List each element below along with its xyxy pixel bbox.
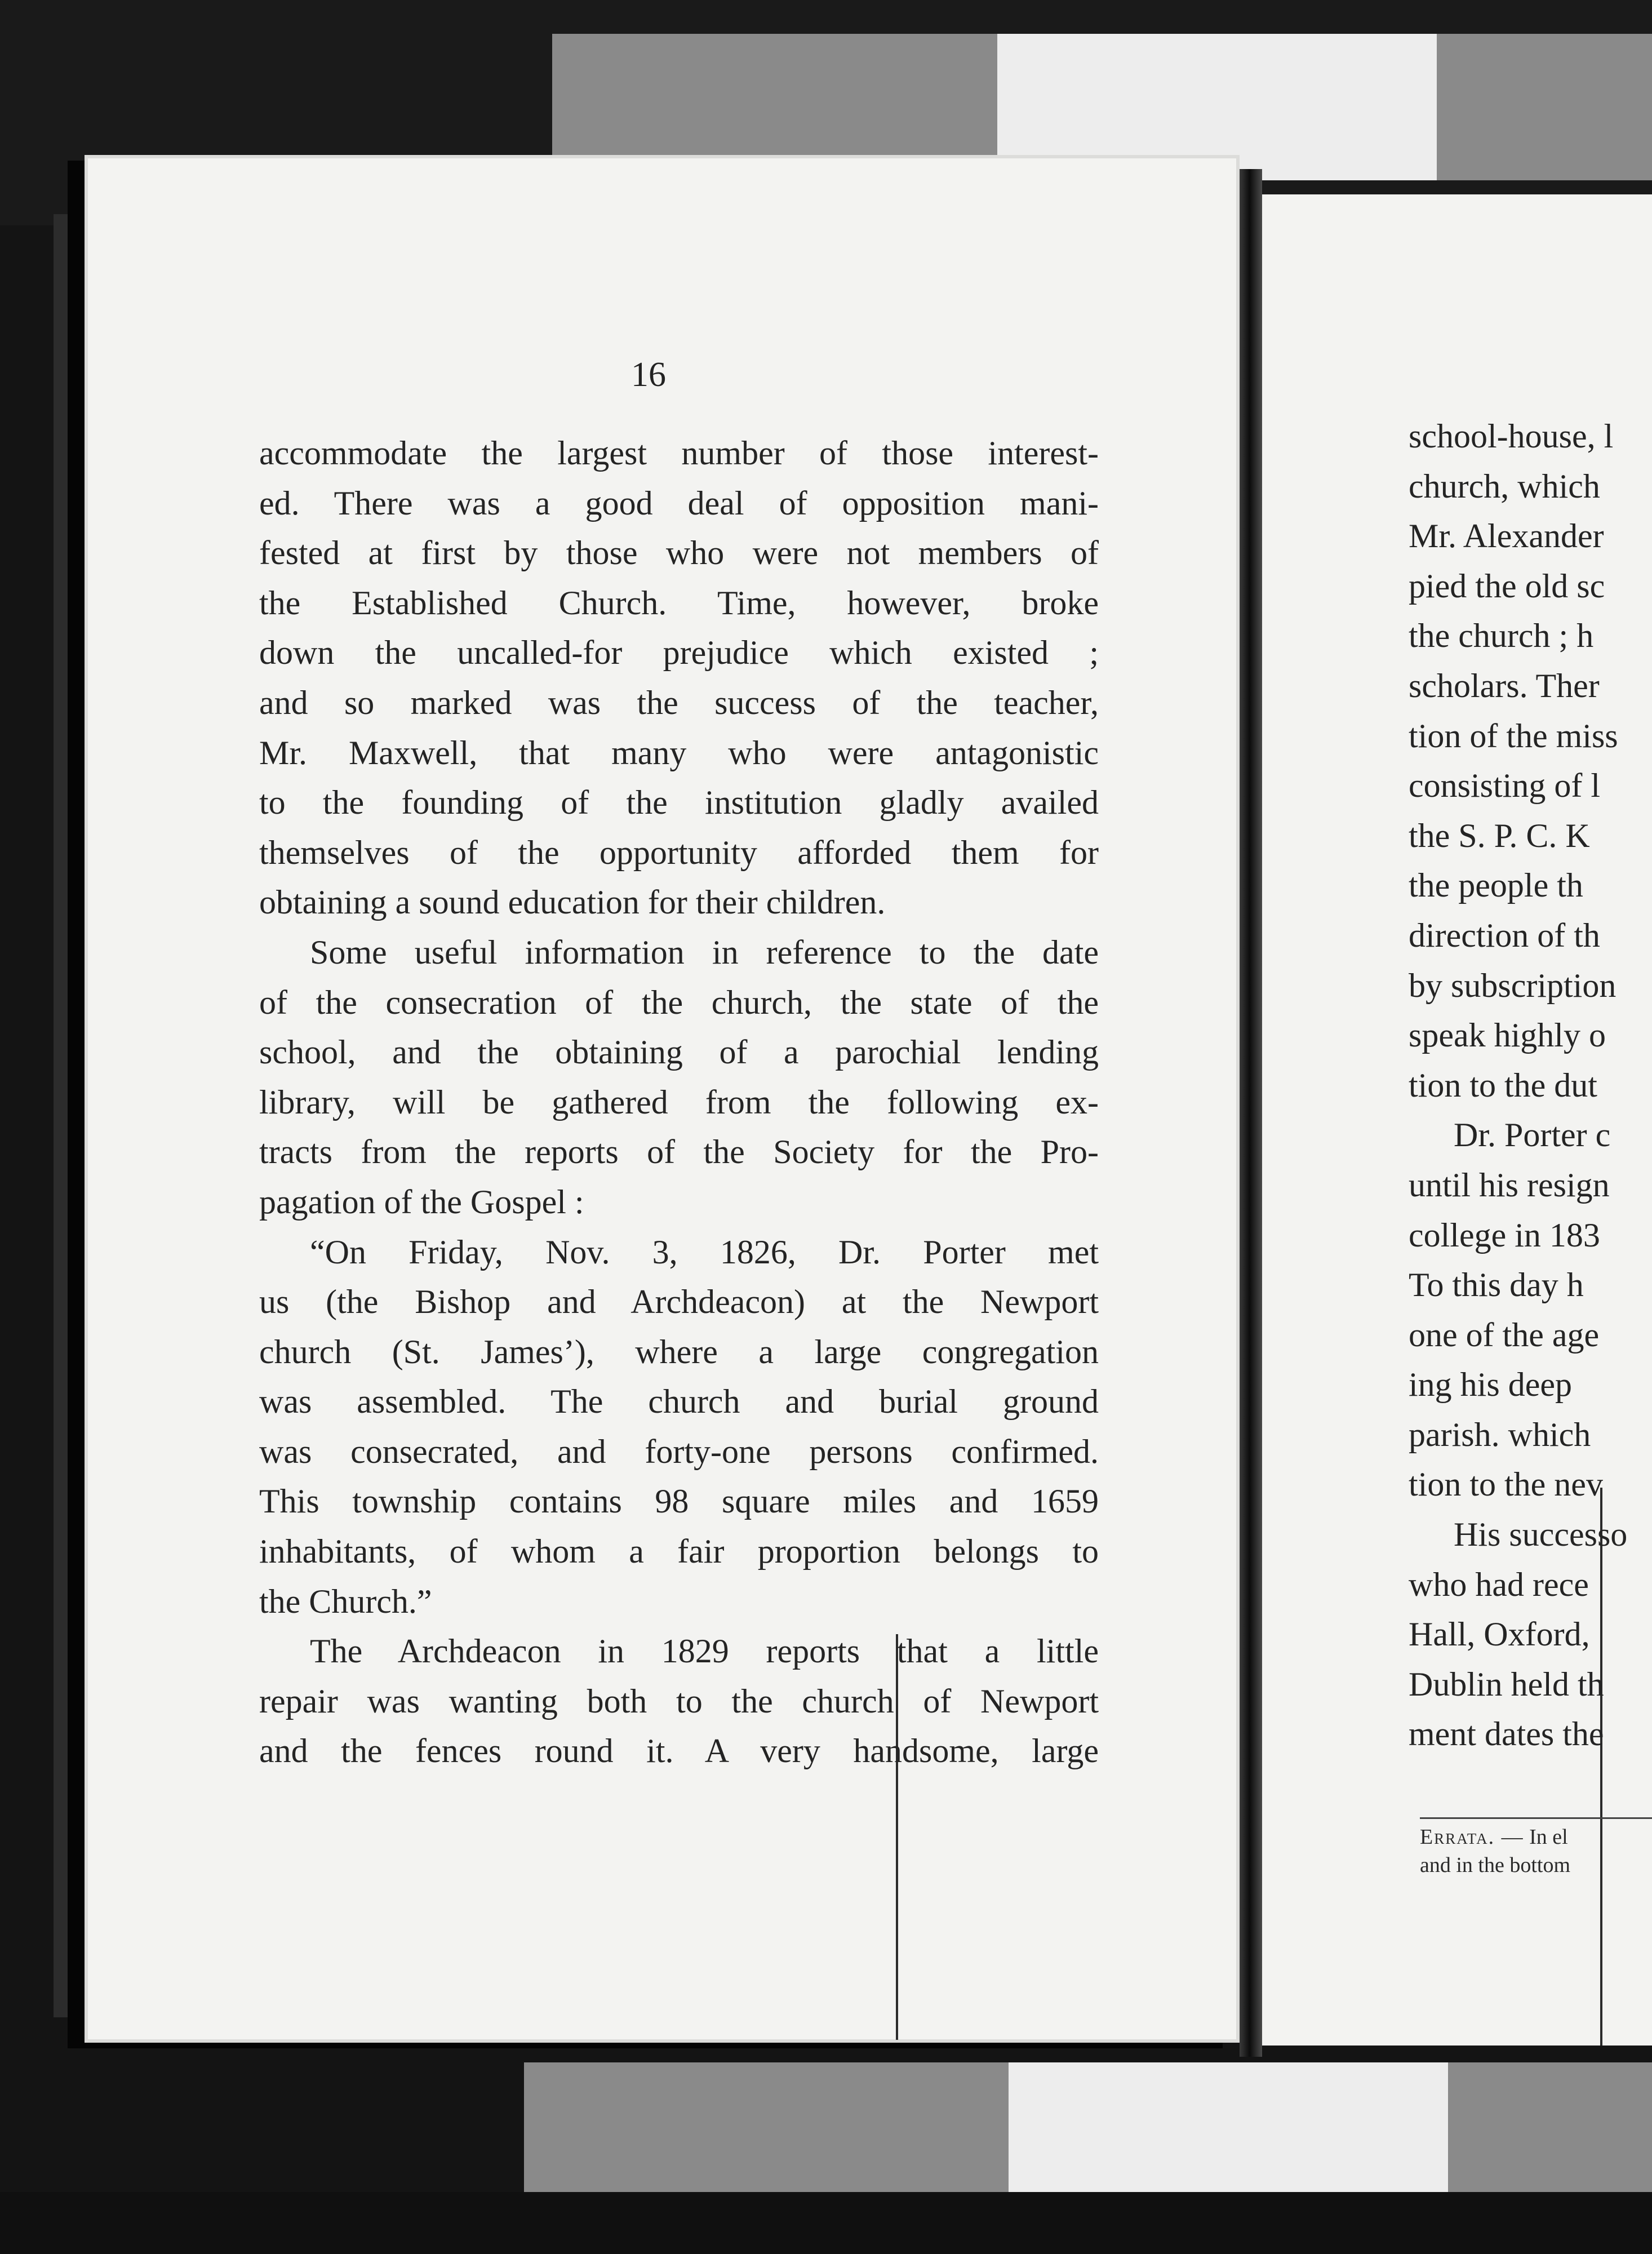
text-line: Mr. Maxwell, that many who were antagonistic <box>259 734 1099 771</box>
text-line: one of the age <box>1409 1316 1600 1354</box>
text-line: the Church.” <box>259 1582 432 1620</box>
text-line: obtaining a sound education for their children. <box>259 884 886 921</box>
errata-footnote <box>1420 1823 1652 1879</box>
text-line: themselves of the opportunity afforded them for <box>259 833 1099 871</box>
background-white-panel <box>1009 2062 1448 2192</box>
background-gray-panel <box>1448 2062 1652 2192</box>
book-gutter <box>1240 169 1262 2057</box>
text-line: inhabitants, of whom a fair proportion belongs to <box>259 1533 1099 1570</box>
footnote-rule <box>1420 1817 1652 1819</box>
text-line: and the fences round it. A very handsome, large <box>259 1732 1099 1770</box>
text-line: to the founding of the institution gladly availed <box>259 784 1099 822</box>
text-line: of the consecration of the church, the state of the <box>259 983 1099 1021</box>
text-line: church (St. James’), where a large congregation <box>259 1333 1099 1370</box>
text-line: Dr. Porter c <box>1454 1116 1611 1154</box>
text-line: direction of th <box>1409 916 1600 954</box>
text-line: speak highly o <box>1409 1017 1606 1054</box>
text-line: scholars. Ther <box>1409 667 1600 704</box>
text-line: pied the old sc <box>1409 567 1605 605</box>
background-gray-panel <box>1437 34 1652 180</box>
text-line: the Established Church. Time, however, broke <box>259 584 1099 622</box>
text-line: tracts from the reports of the Society for the Pro- <box>259 1133 1099 1171</box>
text-line: by subscription <box>1409 966 1617 1004</box>
right-page-text <box>1409 411 1651 1759</box>
text-line: This township contains 98 square miles and 1659 <box>259 1483 1099 1520</box>
text-line: pagation of the Gospel : <box>259 1183 584 1221</box>
text-line: tion to the nev <box>1409 1466 1603 1503</box>
text-line: tion of the miss <box>1409 717 1618 755</box>
text-line: and so marked was the success of the teacher, <box>259 684 1099 721</box>
text-line: down the uncalled-for prejudice which existed ; <box>259 634 1099 672</box>
text-line: the S. P. C. K <box>1409 817 1590 854</box>
text-line: The Archdeacon in 1829 reports that a little <box>310 1632 1099 1670</box>
text-line: church, which <box>1409 467 1600 505</box>
text-line: accommodate the largest number of those interest- <box>259 434 1099 472</box>
text-line: Mr. Alexander <box>1409 517 1604 555</box>
text-line: Some useful information in reference to the date <box>310 933 1099 971</box>
page-number: 16 <box>631 356 666 394</box>
text-line: ing his deep <box>1409 1366 1572 1404</box>
errata-text: In el <box>1529 1825 1568 1849</box>
text-line: To this day h <box>1409 1266 1584 1304</box>
text-line: Hall, Oxford, <box>1409 1616 1590 1653</box>
text-line: us (the Bishop and Archdeacon) at the Newport <box>259 1283 1099 1321</box>
text-line: library, will be gathered from the following ex- <box>259 1083 1099 1121</box>
text-line: was assembled. The church and burial ground <box>259 1383 1099 1421</box>
text-line: His successo <box>1454 1516 1628 1554</box>
text-line: the people th <box>1409 867 1583 904</box>
text-line: consisting of l <box>1409 767 1600 805</box>
text-line: was consecrated, and forty-one persons confirmed. <box>259 1432 1099 1470</box>
text-line: ment dates the <box>1409 1715 1604 1753</box>
text-line: fested at first by those who were not members of <box>259 534 1099 572</box>
text-line: college in 183 <box>1409 1216 1600 1254</box>
background-bottom <box>0 2192 1652 2254</box>
left-page-text <box>259 428 1099 1776</box>
text-line: until his resign <box>1409 1166 1610 1204</box>
errata-text: and in the bottom <box>1420 1853 1571 1877</box>
text-line: parish. which <box>1409 1416 1591 1453</box>
background-gray-panel <box>524 2062 1009 2192</box>
text-line: tion to the dut <box>1409 1066 1597 1104</box>
text-line: ed. There was a good deal of opposition mani- <box>259 484 1099 522</box>
text-line: school, and the obtaining of a parochial lending <box>259 1033 1099 1071</box>
errata-label: Errata. — <box>1420 1825 1524 1849</box>
text-line: school-house, l <box>1409 418 1614 455</box>
text-line: repair was wanting both to the church of Newport <box>259 1682 1099 1720</box>
text-line: Dublin held th <box>1409 1665 1604 1703</box>
text-line: “On Friday, Nov. 3, 1826, Dr. Porter met <box>310 1233 1099 1271</box>
text-line: the church ; h <box>1409 617 1594 655</box>
text-line: who had rece <box>1409 1565 1589 1603</box>
